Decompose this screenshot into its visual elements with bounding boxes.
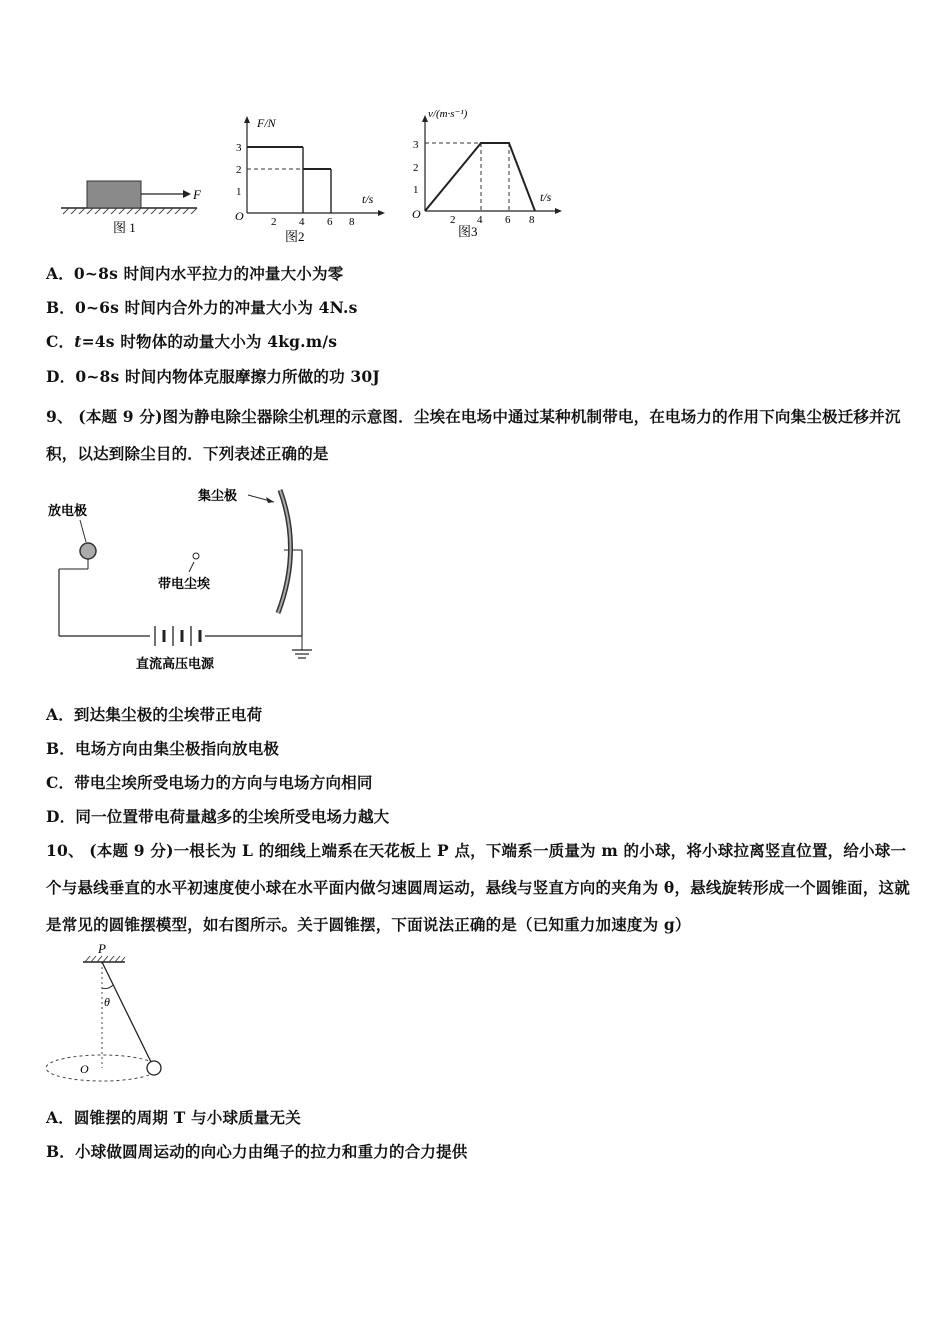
fig3-xlabel: t/s	[540, 190, 552, 204]
charged-dust-particle	[193, 553, 199, 559]
q9-option-c: C．带电尘埃所受电场力的方向与电场方向相同	[46, 773, 373, 792]
q8-option-c	[46, 330, 337, 352]
fig3-origin: O	[412, 207, 421, 221]
fig2-x-tick-labels	[271, 216, 355, 228]
pointer-arrow-icon	[266, 497, 274, 503]
discharge-electrode	[80, 543, 96, 559]
fig3-x-tick: 4	[477, 214, 483, 226]
fig2-y-tick: 1	[236, 186, 242, 198]
q8-option-d: D．0~8s 时间内物体克服摩擦力所做的功 30J	[46, 367, 380, 386]
battery-icon	[155, 626, 200, 646]
figure-3-velocity-time-graph	[400, 100, 570, 245]
q8-option-c-var: t	[74, 332, 82, 351]
collector-plate-label: 集尘极	[198, 488, 238, 503]
q9-option-a: A．到达集尘极的尘埃带正电荷	[46, 705, 263, 724]
fig2-x-tick: 4	[299, 216, 305, 228]
fig2-xlabel: t/s	[362, 192, 374, 206]
q9-option-b: B．电场方向由集尘极指向放电极	[46, 739, 280, 758]
fig2-y-tick: 3	[236, 142, 242, 154]
q8-option-a: A．0~8s 时间内水平拉力的冲量大小为零	[46, 264, 344, 283]
q10-stem: 10、 (本题 9 分)一根长为 L 的细线上端系在天花板上 P 点，下端系一质量为 m 的小球，将小球拉离竖直位置，给小球一个与悬线垂直的水平初速度使小球在水平面内做匀速圆周运动，悬线与竖直方向的夹角为 θ，悬线旋转形成一个圆锥面，这就是常见的圆锥摆模型，如右图所示。关于圆锥摆，下面说法正确的是（已知重力加速度为 g）	[46, 841, 910, 934]
q8-option-b: B．0~6s 时间内合外力的冲量大小为 4N.s	[46, 298, 358, 317]
fig2-x-tick: 2	[271, 216, 277, 228]
x-axis-arrow-icon	[555, 208, 562, 214]
fig2-y-tick-labels	[236, 142, 242, 198]
x-axis-arrow-icon	[378, 210, 385, 216]
force-arrow-icon	[183, 190, 191, 198]
figure-3-caption: 图3	[458, 224, 478, 239]
fig3-x-tick: 2	[450, 214, 456, 226]
fig3-y-tick: 1	[413, 184, 419, 196]
q8-option-c-rest: =4s 时物体的动量大小为 4kg.m/s	[81, 332, 338, 351]
q9-option-d: D．同一位置带电荷量越多的尘埃所受电场力越大	[46, 807, 390, 826]
q10-option-a: A．圆锥摆的周期 T 与小球质量无关	[46, 1108, 301, 1127]
q10-option-b: B．小球做圆周运动的向心力由绳子的拉力和重力的合力提供	[46, 1142, 468, 1161]
figure-1-caption: 图 1	[113, 220, 136, 235]
discharge-electrode-label: 放电极	[48, 503, 88, 518]
charged-dust-label: 带电尘埃	[158, 576, 211, 591]
figure-electrostatic-precipitator	[40, 480, 340, 680]
figure-2-force-time-graph	[230, 105, 395, 245]
center-label: O	[80, 1062, 89, 1076]
fig3-y-tick: 2	[413, 162, 419, 174]
fig3-y-tick-labels	[413, 139, 419, 196]
fig2-origin: O	[235, 209, 244, 223]
block	[87, 181, 141, 208]
force-label: F	[193, 187, 201, 202]
fig3-x-tick: 8	[529, 214, 535, 226]
q8-option-c-prefix: C．	[46, 332, 75, 351]
fig2-x-tick: 6	[327, 216, 333, 228]
pendulum-ball	[147, 1061, 161, 1075]
pivot-label: P	[98, 941, 106, 956]
y-axis-arrow-icon	[244, 116, 250, 123]
fig3-y-tick: 3	[413, 139, 419, 151]
figure-conical-pendulum	[40, 940, 170, 1085]
fig3-x-tick: 6	[505, 214, 511, 226]
ground-icon	[292, 650, 312, 658]
fig3-ylabel: v/(m·s⁻¹)	[428, 108, 468, 120]
fig2-y-tick: 2	[236, 164, 242, 176]
figure-2-caption: 图2	[285, 229, 305, 244]
q9-stem: 9、 (本题 9 分)图为静电除尘器除尘机理的示意图．尘埃在电场中通过某种机制带电，在电场力的作用下向集尘极迁移并沉积，以达到除尘目的．下列表述正确的是	[46, 407, 901, 463]
figure-1	[55, 170, 215, 240]
power-source-label: 直流高压电源	[136, 656, 215, 671]
angle-label: θ	[104, 995, 110, 1009]
fig2-ylabel: F/N	[257, 116, 276, 130]
fig2-x-tick: 8	[349, 216, 355, 228]
